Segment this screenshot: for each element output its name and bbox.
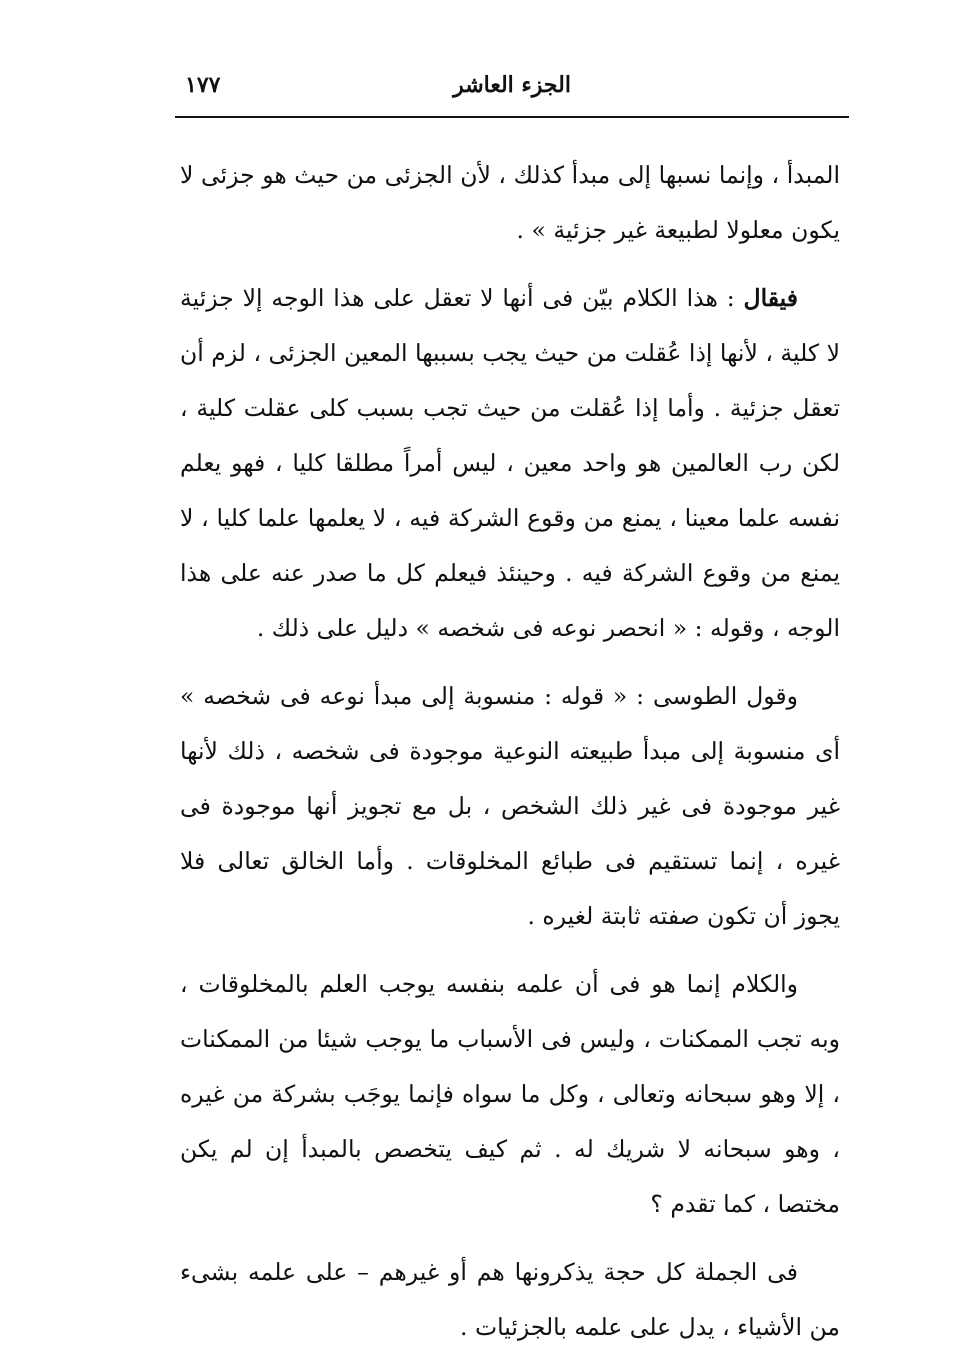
paragraph-2-text: : هذا الكلام بيّن فى أنها لا تعقل على هذا الوجه إلا جزئية لا كلية ، لأنها إذا عُقلت من حيث يجب بسببها المعين الجزئى ، لزم أن تعقل جزئية . وأما إذا عُقلت من حيث تجب بسبب كلى عقلت كلية ، لكن رب العالمين هو واحد معين ، ليس أمراً مطلقا كليا ، فهو يعلم نفسه علما معينا ، يمنع من وقوع الشركة فيه ، لا يعلمها علما كليا ، لا يمنع من وقوع الشركة فيه . وحينئذ فيعلم كل ما صدر عنه على هذا الوجه ، وقوله : « انحصر نوعه فى شخصه » دليل على ذلك . <box>180 284 840 642</box>
paragraph-2-lead-word: فيقال <box>743 284 798 312</box>
header-divider <box>175 116 849 118</box>
paragraph-1-text: المبدأ ، وإنما نسبها إلى مبدأ كذلك ، لأن الجزئى من حيث هو جزئى لا يكون معلولا لطبيعة غير جزئية » . <box>180 161 840 244</box>
running-title: الجزء العاشر <box>453 72 571 98</box>
paragraph-5-text: فى الجملة كل حجة يذكرونها هم أو غيرهم – على علمه بشىء من الأشياء ، يدل على علمه بالجزئيات . <box>180 1258 840 1341</box>
page-body <box>180 148 840 1368</box>
paragraph-4-text: والكلام إنما هو فى أن علمه بنفسه يوجب العلم بالمخلوقات ، وبه تجب الممكنات ، وليس فى الأسباب ما يوجب شيئا من الممكنات ، إلا وهو سبحانه وتعالى ، وكل ما سواه فإنما يوجَب بشركة من غيره ، وهو سبحانه لا شريك له . ثم كيف يتخصص بالمبدأ إن لم يكن مختصا ، كما تقدم ؟ <box>180 970 840 1218</box>
paragraph-2 <box>180 271 840 656</box>
paragraph-3 <box>180 669 840 944</box>
paragraph-1 <box>180 148 840 258</box>
paragraph-3-text: وقول الطوسى : « قوله : منسوبة إلى مبدأ نوعه فى شخصه » أى منسوبة إلى مبدأ طبيعته النوعية موجودة فى شخصه ، ذلك لأنها غير موجودة فى غير ذلك الشخص ، بل مع تجويز أنها موجودة فى غيره ، إنما تستقيم فى طبائع المخلوقات . وأما الخالق تعالى فلا يجوز أن تكون صفته ثابتة لغيره . <box>180 682 840 930</box>
paragraph-5 <box>180 1245 840 1355</box>
page-number: ١٧٧ <box>185 72 221 98</box>
paragraph-4 <box>180 957 840 1232</box>
page-header <box>175 60 849 118</box>
